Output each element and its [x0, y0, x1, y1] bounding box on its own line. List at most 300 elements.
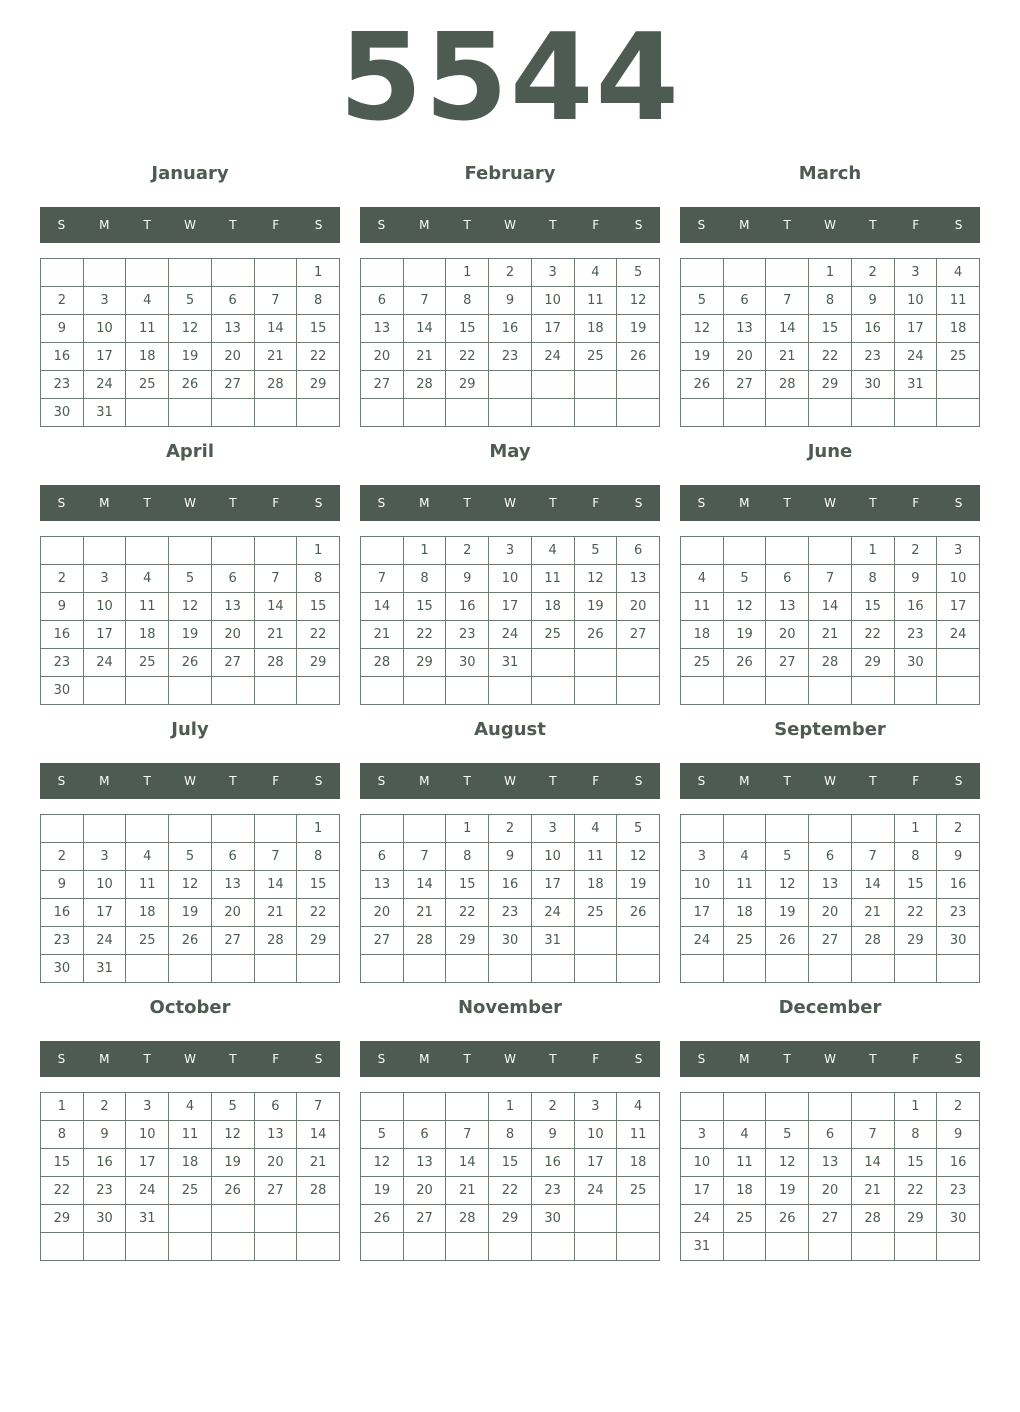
day-cell: 12: [169, 593, 212, 621]
day-cell: 28: [851, 927, 894, 955]
day-cell: 8: [851, 565, 894, 593]
day-cell: 15: [297, 871, 340, 899]
empty-day-cell: [254, 815, 297, 843]
day-cell: 7: [446, 1121, 489, 1149]
day-cell: 11: [723, 871, 766, 899]
weekday-label: M: [99, 1052, 110, 1066]
day-cell: 1: [297, 259, 340, 287]
day-cell: 19: [617, 871, 660, 899]
empty-day-cell: [361, 537, 404, 565]
day-cell: 9: [41, 593, 84, 621]
day-cell: 15: [894, 1149, 937, 1177]
month-name: January: [151, 163, 229, 184]
day-cell: 16: [937, 1149, 980, 1177]
day-cell: 23: [41, 927, 84, 955]
day-cell: 25: [126, 649, 169, 677]
day-cell: 9: [531, 1121, 574, 1149]
day-cell: 17: [126, 1149, 169, 1177]
empty-day-cell: [403, 955, 446, 983]
weekday-header: [360, 207, 660, 243]
empty-day-cell: [809, 815, 852, 843]
day-cell: 20: [211, 899, 254, 927]
empty-day-cell: [254, 259, 297, 287]
empty-day-cell: [574, 1205, 617, 1233]
day-grid: [360, 814, 660, 983]
empty-day-cell: [723, 815, 766, 843]
weekday-label: S: [57, 1052, 66, 1066]
empty-day-cell: [937, 371, 980, 399]
day-cell: 13: [211, 593, 254, 621]
day-cell: 18: [126, 899, 169, 927]
day-cell: 2: [41, 843, 84, 871]
day-cell: 20: [723, 343, 766, 371]
day-cell: 3: [531, 815, 574, 843]
day-cell: 28: [361, 649, 404, 677]
day-cell: 8: [489, 1121, 532, 1149]
day-cell: 4: [723, 843, 766, 871]
day-cell: 2: [446, 537, 489, 565]
day-cell: 28: [254, 649, 297, 677]
day-cell: 18: [723, 1177, 766, 1205]
day-cell: 31: [83, 399, 126, 427]
weekday-header: [360, 485, 660, 521]
week-row: [361, 621, 660, 649]
empty-day-cell: [681, 537, 724, 565]
day-cell: 20: [809, 1177, 852, 1205]
empty-day-cell: [169, 537, 212, 565]
empty-day-cell: [937, 399, 980, 427]
day-cell: 25: [126, 927, 169, 955]
empty-day-cell: [766, 677, 809, 705]
day-cell: 3: [126, 1093, 169, 1121]
day-cell: 10: [531, 287, 574, 315]
week-row: [361, 1233, 660, 1261]
day-grid: [40, 536, 340, 705]
day-cell: 10: [574, 1121, 617, 1149]
weekday-label: S: [954, 496, 963, 510]
day-cell: 9: [489, 287, 532, 315]
empty-day-cell: [211, 815, 254, 843]
week-row: [41, 593, 340, 621]
weekday-header: [40, 207, 340, 243]
day-cell: 10: [489, 565, 532, 593]
weekday-label: W: [184, 1052, 196, 1066]
weekday-label: T: [783, 774, 791, 788]
week-row: [41, 287, 340, 315]
day-cell: 1: [851, 537, 894, 565]
day-cell: 17: [681, 899, 724, 927]
day-cell: 18: [126, 621, 169, 649]
day-cell: 24: [83, 649, 126, 677]
week-row: [361, 649, 660, 677]
weekday-label: F: [592, 1052, 600, 1066]
empty-day-cell: [83, 1233, 126, 1261]
day-cell: 1: [809, 259, 852, 287]
day-cell: 23: [489, 343, 532, 371]
empty-day-cell: [169, 399, 212, 427]
day-cell: 12: [617, 843, 660, 871]
week-row: [681, 899, 980, 927]
weekday-label: F: [912, 496, 920, 510]
week-row: [681, 287, 980, 315]
empty-day-cell: [254, 399, 297, 427]
weekday-label: T: [143, 218, 151, 232]
day-cell: 8: [809, 287, 852, 315]
empty-day-cell: [723, 399, 766, 427]
day-cell: 3: [531, 259, 574, 287]
week-row: [41, 259, 340, 287]
empty-day-cell: [211, 677, 254, 705]
empty-day-cell: [617, 649, 660, 677]
day-cell: 23: [531, 1177, 574, 1205]
weekday-label: W: [824, 218, 836, 232]
day-cell: 19: [169, 621, 212, 649]
day-cell: 24: [83, 371, 126, 399]
empty-day-cell: [126, 399, 169, 427]
week-row: [41, 649, 340, 677]
empty-day-cell: [169, 1233, 212, 1261]
day-cell: 29: [446, 371, 489, 399]
week-row: [361, 815, 660, 843]
weekday-label: T: [549, 496, 557, 510]
weekday-label: S: [314, 496, 323, 510]
day-cell: 14: [446, 1149, 489, 1177]
day-cell: 7: [809, 565, 852, 593]
week-row: [361, 1121, 660, 1149]
day-cell: 6: [361, 843, 404, 871]
day-cell: 22: [489, 1177, 532, 1205]
weekday-label: S: [954, 774, 963, 788]
empty-day-cell: [617, 1205, 660, 1233]
weekday-label: W: [504, 218, 516, 232]
day-cell: 30: [41, 677, 84, 705]
month-name: October: [149, 997, 231, 1018]
day-cell: 17: [531, 871, 574, 899]
day-cell: 23: [894, 621, 937, 649]
weekday-label: S: [697, 496, 706, 510]
empty-day-cell: [361, 677, 404, 705]
day-cell: 1: [41, 1093, 84, 1121]
day-cell: 16: [41, 899, 84, 927]
day-cell: 22: [446, 343, 489, 371]
day-cell: 27: [617, 621, 660, 649]
week-row: [681, 537, 980, 565]
day-cell: 11: [617, 1121, 660, 1149]
day-cell: 3: [681, 843, 724, 871]
week-row: [41, 815, 340, 843]
day-cell: 5: [617, 259, 660, 287]
day-cell: 15: [403, 593, 446, 621]
day-cell: 9: [83, 1121, 126, 1149]
day-cell: 5: [617, 815, 660, 843]
day-cell: 8: [297, 843, 340, 871]
weekday-label: M: [99, 218, 110, 232]
day-cell: 18: [937, 315, 980, 343]
day-cell: 13: [254, 1121, 297, 1149]
weekday-label: F: [272, 218, 280, 232]
day-cell: 16: [446, 593, 489, 621]
day-cell: 13: [211, 871, 254, 899]
empty-day-cell: [297, 677, 340, 705]
week-row: [41, 871, 340, 899]
weekday-label: F: [912, 1052, 920, 1066]
empty-day-cell: [446, 1093, 489, 1121]
day-cell: 10: [681, 871, 724, 899]
weekday-label: S: [954, 218, 963, 232]
day-cell: 21: [403, 899, 446, 927]
day-cell: 28: [809, 649, 852, 677]
day-cell: 29: [297, 371, 340, 399]
empty-day-cell: [403, 1233, 446, 1261]
day-cell: 10: [894, 287, 937, 315]
day-cell: 1: [403, 537, 446, 565]
empty-day-cell: [851, 1233, 894, 1261]
weekday-label: T: [783, 496, 791, 510]
empty-day-cell: [681, 399, 724, 427]
day-cell: 18: [574, 871, 617, 899]
week-row: [681, 593, 980, 621]
week-row: [681, 927, 980, 955]
weekday-label: T: [869, 1052, 877, 1066]
empty-day-cell: [531, 955, 574, 983]
weekday-label: W: [184, 218, 196, 232]
empty-day-cell: [574, 677, 617, 705]
empty-day-cell: [937, 1233, 980, 1261]
day-cell: 24: [894, 343, 937, 371]
week-row: [361, 593, 660, 621]
day-cell: 8: [297, 565, 340, 593]
day-cell: 8: [403, 565, 446, 593]
empty-day-cell: [937, 677, 980, 705]
weekday-header: [40, 763, 340, 799]
day-cell: 16: [83, 1149, 126, 1177]
empty-day-cell: [766, 399, 809, 427]
week-row: [41, 1121, 340, 1149]
day-cell: 11: [574, 843, 617, 871]
empty-day-cell: [83, 537, 126, 565]
month-name: February: [464, 163, 556, 184]
day-cell: 28: [403, 927, 446, 955]
day-cell: 25: [574, 899, 617, 927]
empty-day-cell: [403, 399, 446, 427]
day-grid: [40, 258, 340, 427]
day-cell: 2: [851, 259, 894, 287]
day-cell: 13: [617, 565, 660, 593]
day-grid: [680, 258, 980, 427]
day-cell: 15: [446, 871, 489, 899]
day-cell: 1: [489, 1093, 532, 1121]
week-row: [681, 259, 980, 287]
day-cell: 7: [851, 1121, 894, 1149]
empty-day-cell: [126, 259, 169, 287]
day-cell: 13: [211, 315, 254, 343]
day-cell: 15: [809, 315, 852, 343]
day-cell: 8: [446, 843, 489, 871]
day-cell: 30: [83, 1205, 126, 1233]
day-cell: 11: [937, 287, 980, 315]
day-cell: 13: [361, 315, 404, 343]
week-row: [361, 927, 660, 955]
empty-day-cell: [361, 1093, 404, 1121]
empty-day-cell: [681, 259, 724, 287]
day-cell: 21: [254, 343, 297, 371]
empty-day-cell: [809, 1093, 852, 1121]
empty-day-cell: [211, 955, 254, 983]
day-cell: 13: [809, 871, 852, 899]
week-row: [681, 565, 980, 593]
day-cell: 30: [41, 955, 84, 983]
day-cell: 27: [211, 371, 254, 399]
empty-day-cell: [531, 1233, 574, 1261]
day-cell: 12: [169, 871, 212, 899]
empty-day-cell: [41, 259, 84, 287]
weekday-label: M: [419, 218, 430, 232]
weekday-label: T: [463, 1052, 471, 1066]
day-cell: 12: [574, 565, 617, 593]
empty-day-cell: [297, 399, 340, 427]
day-cell: 28: [766, 371, 809, 399]
weekday-label: M: [739, 496, 750, 510]
day-cell: 6: [361, 287, 404, 315]
day-cell: 11: [126, 871, 169, 899]
empty-day-cell: [83, 677, 126, 705]
day-cell: 11: [723, 1149, 766, 1177]
empty-day-cell: [723, 955, 766, 983]
day-cell: 16: [937, 871, 980, 899]
weekday-label: M: [739, 1052, 750, 1066]
day-cell: 25: [574, 343, 617, 371]
day-cell: 12: [169, 315, 212, 343]
weekday-label: W: [184, 774, 196, 788]
empty-day-cell: [851, 955, 894, 983]
week-row: [41, 1093, 340, 1121]
day-cell: 19: [169, 343, 212, 371]
day-cell: 13: [809, 1149, 852, 1177]
month-name: June: [807, 441, 853, 462]
day-cell: 26: [574, 621, 617, 649]
weekday-label: M: [739, 218, 750, 232]
week-row: [41, 315, 340, 343]
week-row: [41, 1205, 340, 1233]
weekday-label: M: [419, 774, 430, 788]
day-cell: 23: [83, 1177, 126, 1205]
week-row: [681, 843, 980, 871]
weekday-label: S: [314, 218, 323, 232]
weekday-label: S: [314, 774, 323, 788]
empty-day-cell: [617, 1233, 660, 1261]
day-cell: 3: [574, 1093, 617, 1121]
day-cell: 6: [211, 565, 254, 593]
empty-day-cell: [211, 1205, 254, 1233]
day-cell: 28: [297, 1177, 340, 1205]
weekday-label: F: [912, 774, 920, 788]
day-cell: 23: [937, 899, 980, 927]
day-cell: 18: [681, 621, 724, 649]
empty-day-cell: [766, 1233, 809, 1261]
week-row: [681, 1121, 980, 1149]
empty-day-cell: [809, 399, 852, 427]
week-row: [41, 955, 340, 983]
empty-day-cell: [126, 815, 169, 843]
day-cell: 29: [894, 927, 937, 955]
day-cell: 24: [489, 621, 532, 649]
weekday-label: M: [99, 496, 110, 510]
empty-day-cell: [894, 1233, 937, 1261]
day-cell: 6: [617, 537, 660, 565]
day-cell: 7: [254, 843, 297, 871]
day-cell: 23: [489, 899, 532, 927]
empty-day-cell: [489, 371, 532, 399]
day-cell: 30: [446, 649, 489, 677]
day-cell: 14: [851, 1149, 894, 1177]
weekday-label: T: [869, 496, 877, 510]
day-grid: [680, 814, 980, 983]
empty-day-cell: [851, 815, 894, 843]
day-cell: 24: [574, 1177, 617, 1205]
day-cell: 16: [489, 315, 532, 343]
weekday-label: S: [377, 218, 386, 232]
day-cell: 6: [809, 843, 852, 871]
week-row: [681, 1093, 980, 1121]
month-name: November: [457, 997, 563, 1018]
day-cell: 10: [83, 871, 126, 899]
day-cell: 23: [41, 649, 84, 677]
day-cell: 24: [681, 927, 724, 955]
day-cell: 23: [41, 371, 84, 399]
empty-day-cell: [446, 1233, 489, 1261]
weekday-label: S: [377, 1052, 386, 1066]
day-cell: 26: [169, 371, 212, 399]
day-cell: 5: [574, 537, 617, 565]
empty-day-cell: [851, 1093, 894, 1121]
empty-day-cell: [894, 955, 937, 983]
week-row: [681, 1233, 980, 1261]
day-cell: 4: [723, 1121, 766, 1149]
empty-day-cell: [254, 1233, 297, 1261]
day-cell: 12: [361, 1149, 404, 1177]
day-cell: 21: [254, 621, 297, 649]
empty-day-cell: [489, 955, 532, 983]
empty-day-cell: [574, 399, 617, 427]
day-cell: 19: [723, 621, 766, 649]
weekday-label: F: [272, 496, 280, 510]
weekday-label: S: [377, 496, 386, 510]
day-cell: 20: [254, 1149, 297, 1177]
day-cell: 24: [681, 1205, 724, 1233]
day-cell: 25: [937, 343, 980, 371]
day-cell: 5: [766, 843, 809, 871]
day-cell: 1: [894, 1093, 937, 1121]
day-cell: 5: [723, 565, 766, 593]
month-name: April: [165, 441, 215, 462]
day-cell: 24: [531, 343, 574, 371]
weekday-label: M: [739, 774, 750, 788]
day-cell: 6: [809, 1121, 852, 1149]
day-cell: 19: [681, 343, 724, 371]
day-cell: 2: [83, 1093, 126, 1121]
day-cell: 17: [681, 1177, 724, 1205]
day-cell: 18: [574, 315, 617, 343]
day-cell: 3: [894, 259, 937, 287]
weekday-label: F: [272, 774, 280, 788]
weekday-label: F: [592, 496, 600, 510]
day-cell: 27: [766, 649, 809, 677]
day-cell: 25: [531, 621, 574, 649]
day-cell: 27: [211, 927, 254, 955]
day-cell: 22: [41, 1177, 84, 1205]
day-cell: 9: [937, 843, 980, 871]
day-cell: 16: [489, 871, 532, 899]
